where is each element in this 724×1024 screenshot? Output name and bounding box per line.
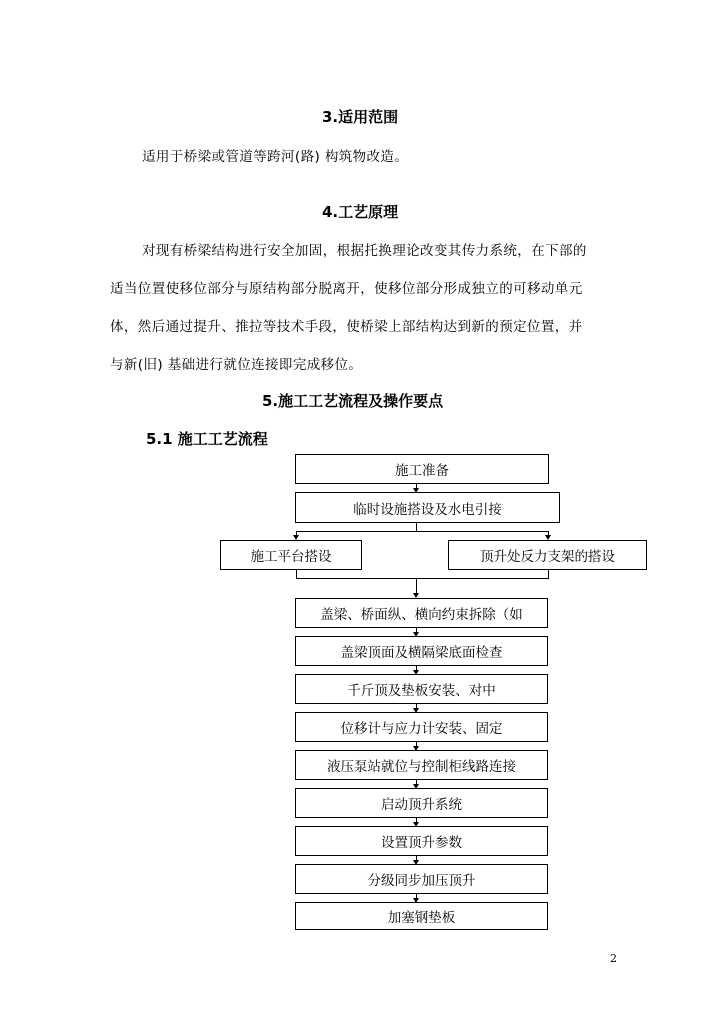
connector bbox=[296, 570, 297, 578]
section-4-line-4: 与新(旧) 基础进行就位连接即完成移位。 bbox=[110, 357, 363, 373]
section-4-line-3: 体，然后通过提升、推拉等技术手段，使桥梁上部结构达到新的预定位置，并 bbox=[110, 319, 583, 335]
flow-step-3: 施工平台搭设 bbox=[220, 540, 362, 570]
flow-step-9: 液压泵站就位与控制柜线路连接 bbox=[295, 750, 548, 780]
flow-step-6: 盖梁顶面及横隔梁底面检查 bbox=[295, 636, 548, 666]
flow-step-10: 启动顶升系统 bbox=[295, 788, 548, 818]
page-number: 2 bbox=[610, 952, 617, 965]
section-3-title: 3.适用范围 bbox=[322, 108, 399, 126]
flow-step-5: 盖梁、桥面纵、横向约束拆除（如 bbox=[295, 598, 548, 628]
flow-step-12: 分级同步加压顶升 bbox=[295, 864, 548, 894]
section-4-line-1: 对现有桥梁结构进行安全加固，根据托换理论改变其传力系统，在下部的 bbox=[142, 243, 587, 259]
flow-step-8: 位移计与应力计安装、固定 bbox=[295, 712, 548, 742]
section-5-1-subtitle: 5.1 施工工艺流程 bbox=[146, 430, 268, 448]
flow-step-11: 设置顶升参数 bbox=[295, 826, 548, 856]
connector bbox=[296, 578, 549, 579]
flow-step-2: 临时设施搭设及水电引接 bbox=[295, 492, 560, 523]
section-5-title: 5.施工工艺流程及操作要点 bbox=[262, 392, 444, 410]
flow-step-7: 千斤顶及垫板安装、对中 bbox=[295, 674, 548, 704]
connector bbox=[296, 531, 549, 532]
section-4-line-2: 适当位置使移位部分与原结构部分脱离开，使移位部分形成独立的可移动单元 bbox=[110, 281, 583, 297]
flow-step-4: 顶升处反力支架的搭设 bbox=[448, 540, 647, 570]
connector bbox=[416, 523, 417, 531]
flow-step-13: 加塞钢垫板 bbox=[295, 902, 548, 930]
flow-step-1: 施工准备 bbox=[295, 454, 549, 484]
section-4-title: 4.工艺原理 bbox=[322, 203, 399, 221]
section-3-text: 适用于桥梁或管道等跨河(路) 构筑物改造。 bbox=[142, 149, 409, 165]
connector bbox=[548, 570, 549, 578]
